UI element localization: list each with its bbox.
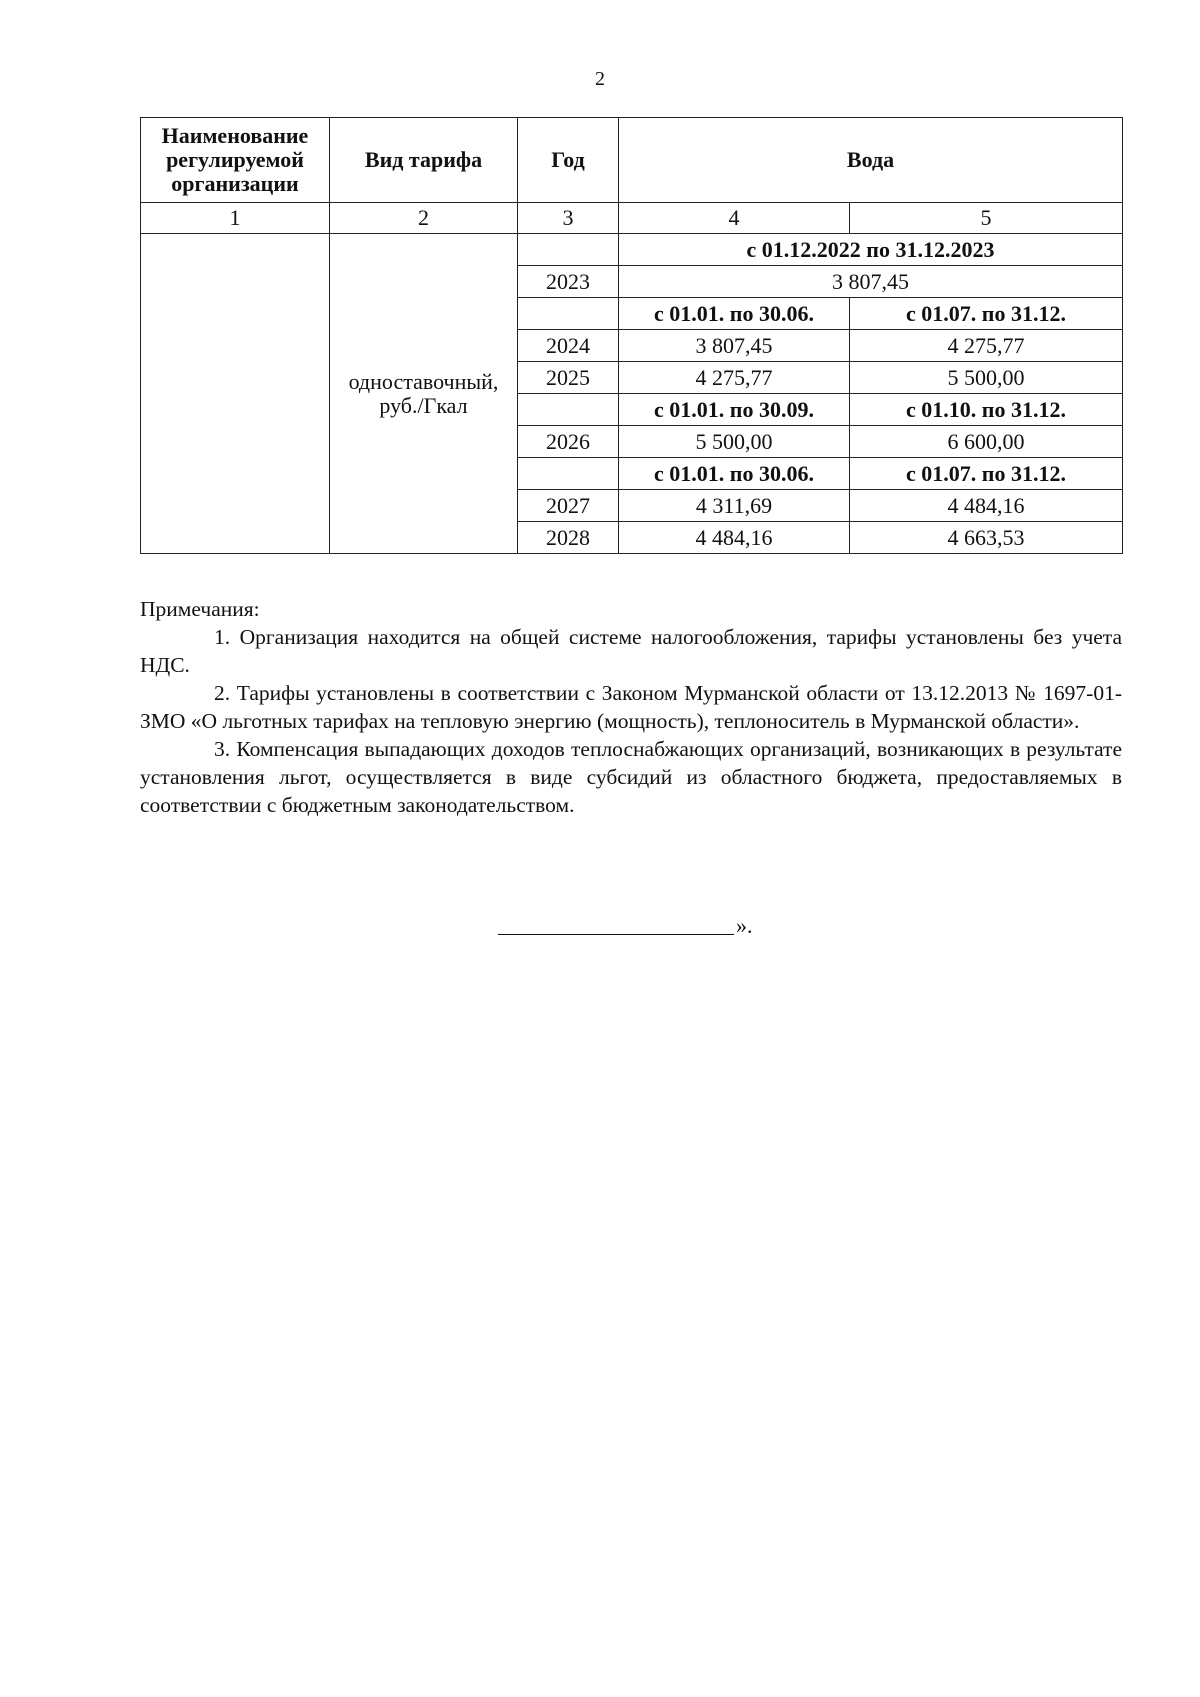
value-cell: 4 663,53: [850, 522, 1123, 554]
period-cell: с 01.10. по 31.12.: [850, 394, 1123, 426]
value-cell: 4 311,69: [619, 490, 850, 522]
closing-quote: ».: [736, 913, 753, 938]
year-cell: [518, 458, 619, 490]
note-item: 1. Организация находится на общей системе налогообложения, тарифы установлены без учета НДС.: [140, 625, 1122, 677]
header-year: Год: [518, 118, 619, 203]
value-cell: 3 807,45: [619, 330, 850, 362]
org-name-cell: [141, 234, 330, 554]
column-number: 4: [619, 203, 850, 234]
header-tariff-type: Вид тарифа: [330, 118, 518, 203]
year-cell: 2024: [518, 330, 619, 362]
notes-title: Примечания:: [140, 597, 260, 621]
value-cell: 4 275,77: [619, 362, 850, 394]
year-cell: [518, 234, 619, 266]
column-number: 3: [518, 203, 619, 234]
year-cell: 2028: [518, 522, 619, 554]
year-cell: 2023: [518, 266, 619, 298]
note-item: 2. Тарифы установлены в соответствии с Законом Мурманской области от 13.12.2013 № 1697-01-ЗМО «О льготных тарифах на тепловую энергию (мощность), теплоноситель в Мурманской области».: [140, 681, 1122, 733]
value-cell: 5 500,00: [850, 362, 1123, 394]
column-number-row: [141, 203, 1123, 234]
value-cell: 3 807,45: [619, 266, 1123, 298]
table-row: [141, 234, 1123, 266]
period-cell: с 01.12.2022 по 31.12.2023: [619, 234, 1123, 266]
period-cell: с 01.07. по 31.12.: [850, 458, 1123, 490]
period-cell: с 01.01. по 30.06.: [619, 458, 850, 490]
header-org: Наименование регулируемой организации: [141, 118, 330, 203]
period-cell: с 01.07. по 31.12.: [850, 298, 1123, 330]
closing-underline: [498, 934, 734, 935]
tariff-type-cell: одноставочный, руб./Гкал: [330, 234, 518, 554]
period-cell: с 01.01. по 30.09.: [619, 394, 850, 426]
tariff-table: [140, 117, 1123, 554]
header-water: Вода: [619, 118, 1123, 203]
value-cell: 6 600,00: [850, 426, 1123, 458]
year-cell: 2027: [518, 490, 619, 522]
value-cell: 4 484,16: [850, 490, 1123, 522]
year-cell: [518, 394, 619, 426]
year-cell: 2026: [518, 426, 619, 458]
column-number: 1: [141, 203, 330, 234]
year-cell: 2025: [518, 362, 619, 394]
table-header-row: [141, 118, 1123, 203]
notes-section: [140, 595, 1122, 819]
value-cell: 5 500,00: [619, 426, 850, 458]
year-cell: [518, 298, 619, 330]
period-cell: с 01.01. по 30.06.: [619, 298, 850, 330]
column-number: 2: [330, 203, 518, 234]
note-item: 3. Компенсация выпадающих доходов теплоснабжающих организаций, возникающих в результате установления льгот, осуществляется в виде субсидий из областного бюджета, предоставляемых в соответствии с бюджетным законодательством.: [140, 737, 1122, 817]
page-number: 2: [595, 68, 605, 90]
value-cell: 4 484,16: [619, 522, 850, 554]
value-cell: 4 275,77: [850, 330, 1123, 362]
closing-mark: [498, 912, 753, 940]
column-number: 5: [850, 203, 1123, 234]
